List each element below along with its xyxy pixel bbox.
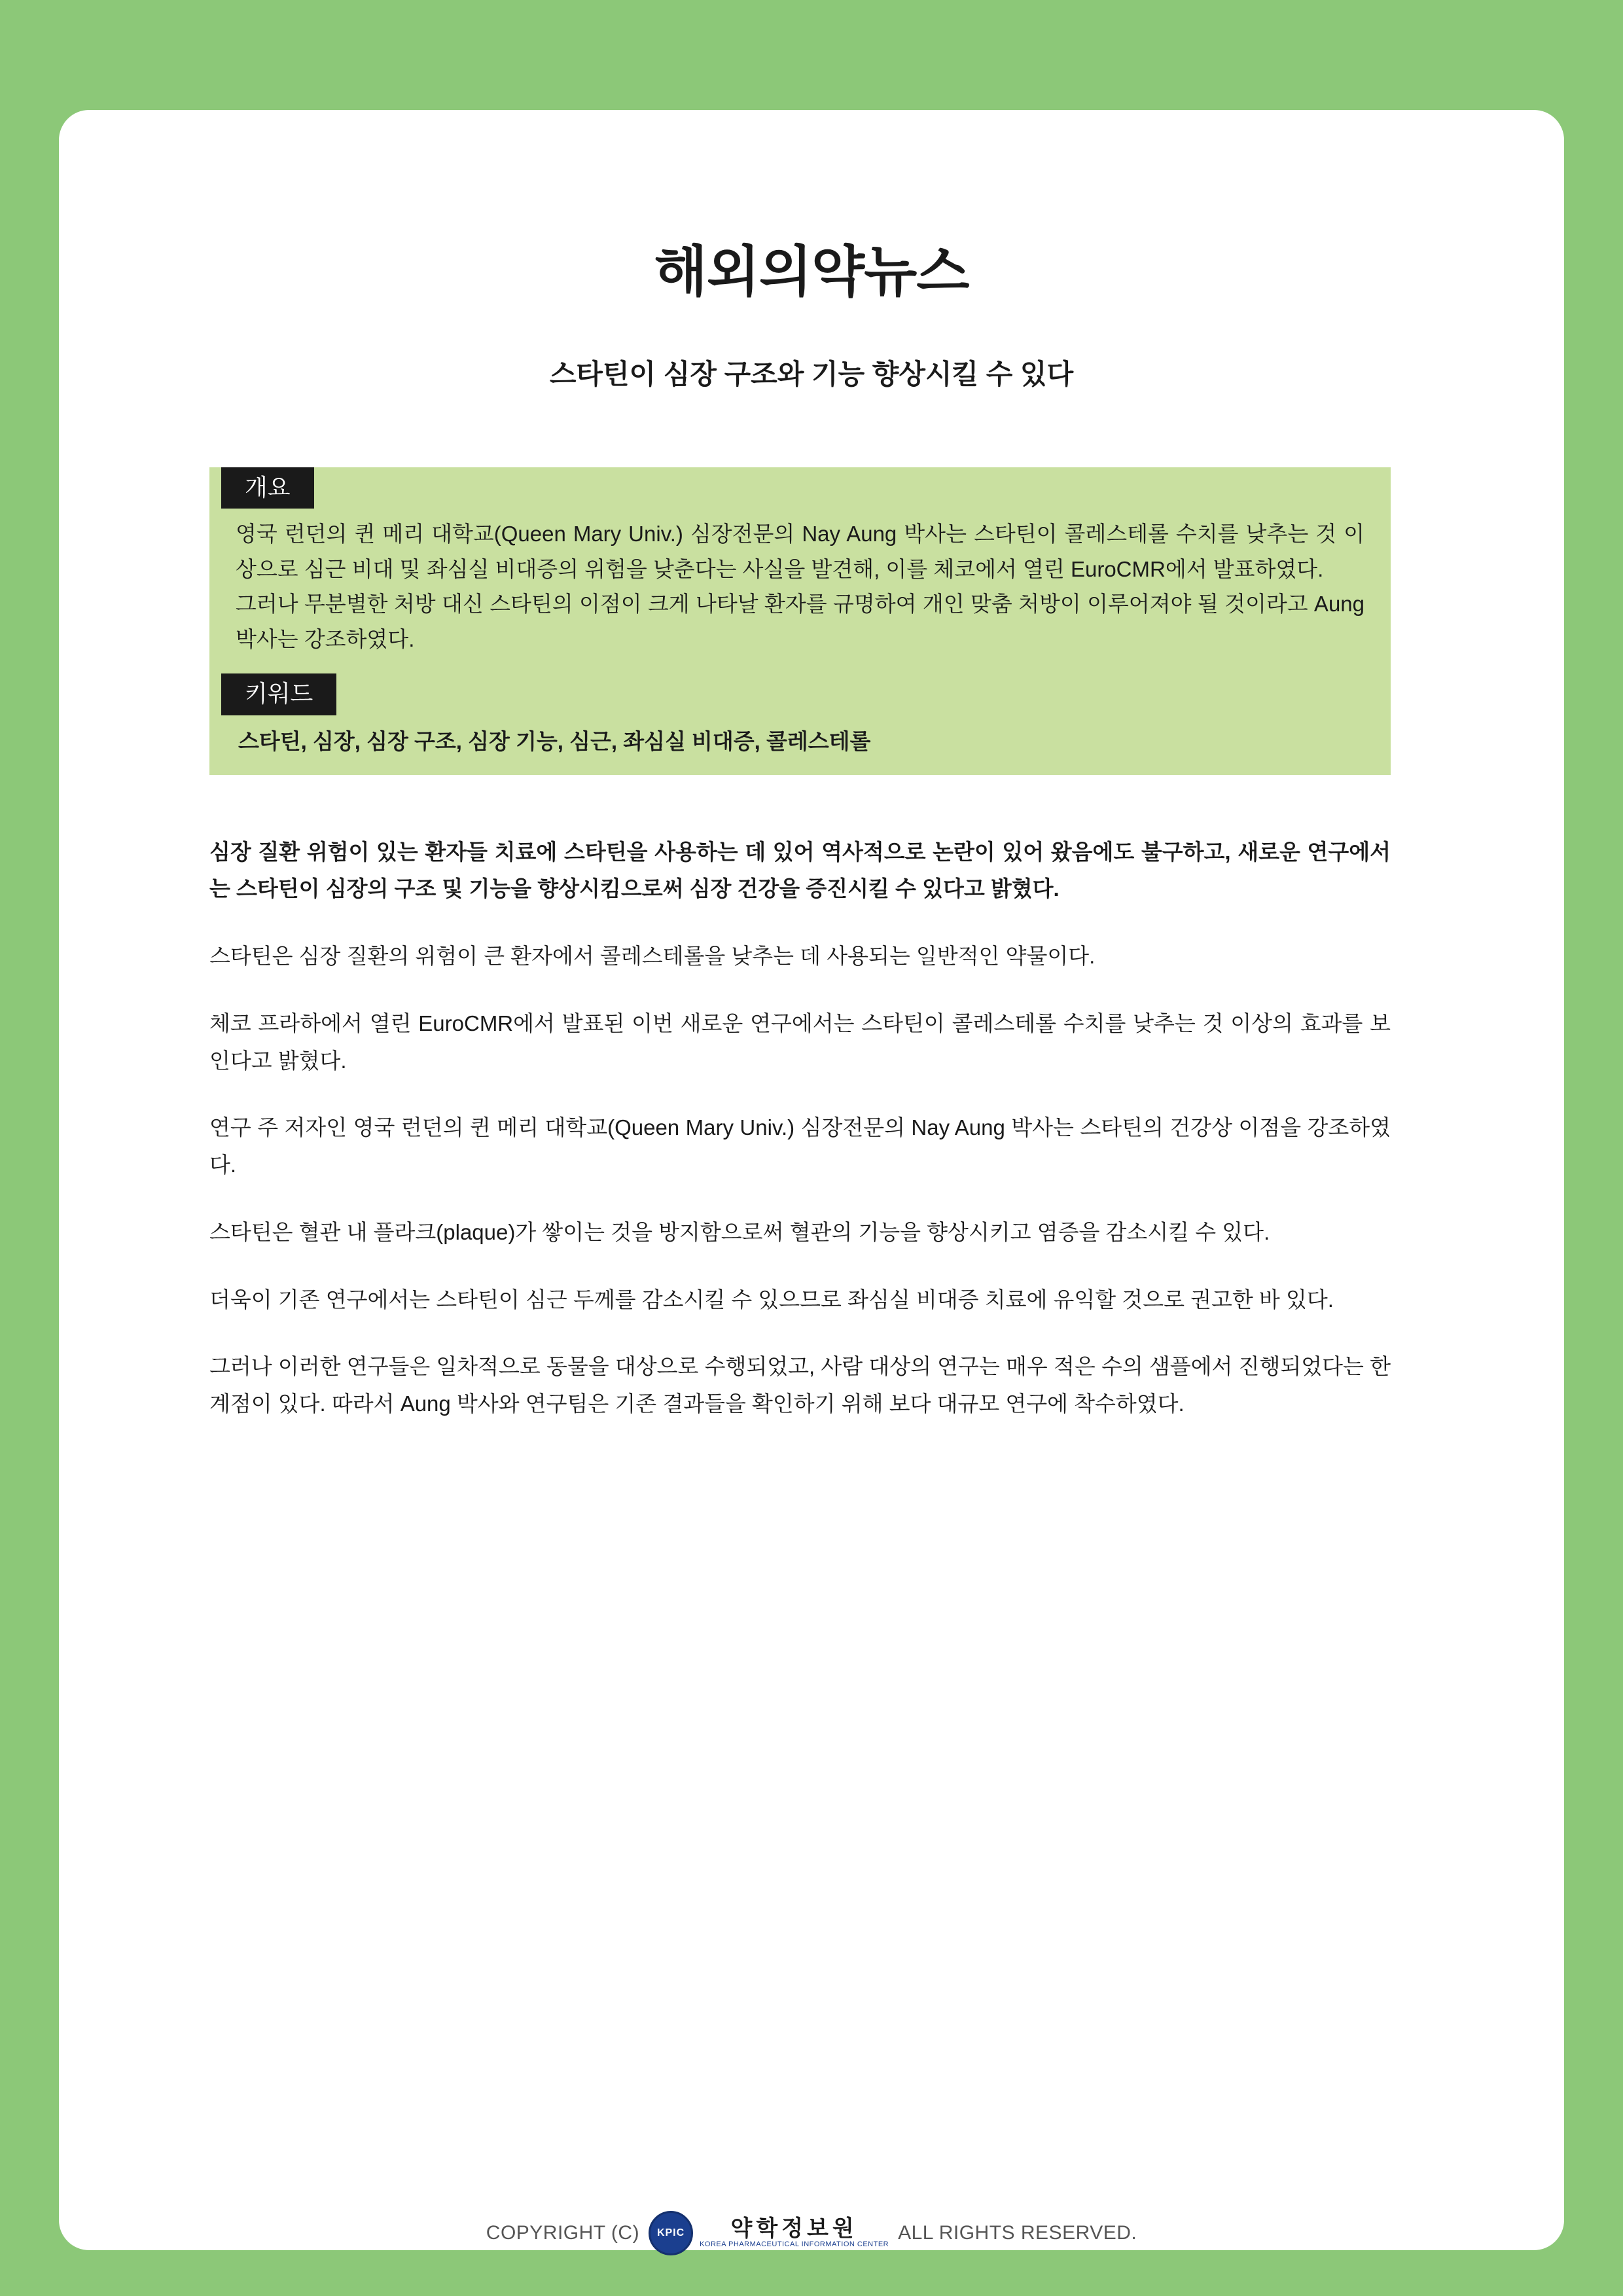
page-footer bbox=[0, 2211, 1623, 2255]
document-content bbox=[209, 208, 1414, 1453]
body-paragraph: 심장 질환 위험이 있는 환자들 치료에 스타틴을 사용하는 데 있어 역사적으로 논란이 있어 왔음에도 불구하고, 새로운 연구에서는 스타틴이 심장의 구조 및 기능을 향상시킴으로써 심장 건강을 증진시킬 수 있다고 밝혔다. bbox=[209, 839, 1391, 901]
kpic-name-english: KOREA PHARMACEUTICAL INFORMATION CENTER bbox=[700, 2240, 889, 2249]
page-title: 해외의약뉴스 bbox=[654, 241, 969, 302]
body-paragraph: 연구 주 저자인 영국 런던의 퀸 메리 대학교(Queen Mary Univ.) 심장전문의 Nay Aung 박사는 스타틴의 건강상 이점을 강조하였다. bbox=[209, 1115, 1391, 1177]
article-subtitle: 스타틴이 심장 구조와 기능 향상시킬 수 있다 bbox=[549, 359, 1074, 389]
copyright-prefix: COPYRIGHT (C) bbox=[486, 2222, 640, 2244]
keyword-tag: 키워드 bbox=[221, 673, 336, 715]
body-paragraph: 스타틴은 심장 질환의 위험이 큰 환자에서 콜레스테롤을 낮추는 데 사용되는 일반적인 약물이다. bbox=[209, 944, 1096, 969]
kpic-wordmark bbox=[700, 2217, 889, 2248]
article-body bbox=[209, 834, 1391, 1423]
body-paragraph: 더욱이 기존 연구에서는 스타틴이 심근 두께를 감소시킬 수 있으므로 좌심실 비대증 치료에 유익할 것으로 권고한 바 있다. bbox=[209, 1287, 1334, 1312]
kpic-name-korean: 약학정보원 bbox=[730, 2216, 858, 2242]
body-paragraph: 스타틴은 혈관 내 플라크(plaque)가 쌓이는 것을 방지함으로써 혈관의 기능을 향상시키고 염증을 감소시킬 수 있다. bbox=[209, 1219, 1270, 1244]
summary-tag: 개요 bbox=[221, 467, 314, 509]
summary-text bbox=[209, 509, 1391, 656]
summary-box bbox=[209, 467, 1391, 775]
summary-paragraph: 영국 런던의 퀸 메리 대학교(Queen Mary Univ.) 심장전문의 Nay Aung 박사는 스타틴이 콜레스테롤 수치를 낮추는 것 이상으로 심근 비대 및 좌심실 비대증의 위험을 낮춘다는 사실을 발견해, 이를 체코에서 열린 EuroCMR에서 발표하였다. bbox=[236, 522, 1364, 581]
body-paragraph: 체코 프라하에서 열린 EuroCMR에서 발표된 이번 새로운 연구에서는 스타틴이 콜레스테롤 수치를 낮추는 것 이상의 효과를 보인다고 밝혔다. bbox=[209, 1011, 1391, 1073]
keyword-list: 스타틴, 심장, 심장 구조, 심장 기능, 심근, 좌심실 비대증, 콜레스테롤 bbox=[238, 728, 871, 753]
kpic-logo bbox=[649, 2211, 889, 2255]
document-sheet bbox=[59, 110, 1564, 2250]
keyword-tag-wrapper bbox=[209, 673, 1391, 715]
summary-paragraph: 그러나 무분별한 처방 대신 스타틴의 이점이 크게 나타날 환자를 규명하여 개인 맞춤 처방이 이루어져야 될 것이라고 Aung 박사는 강조하였다. bbox=[236, 592, 1364, 651]
copyright-suffix: ALL RIGHTS RESERVED. bbox=[898, 2222, 1137, 2244]
kpic-seal-icon: KPIC bbox=[649, 2211, 693, 2255]
body-paragraph: 그러나 이러한 연구들은 일차적으로 동물을 대상으로 수행되었고, 사람 대상의 연구는 매우 적은 수의 샘플에서 진행되었다는 한계점이 있다. 따라서 Aung 박사와 연구팀은 기존 결과들을 확인하기 위해 보다 대규모 연구에 착수하였다. bbox=[209, 1354, 1391, 1416]
footer-inner bbox=[486, 2211, 1137, 2255]
